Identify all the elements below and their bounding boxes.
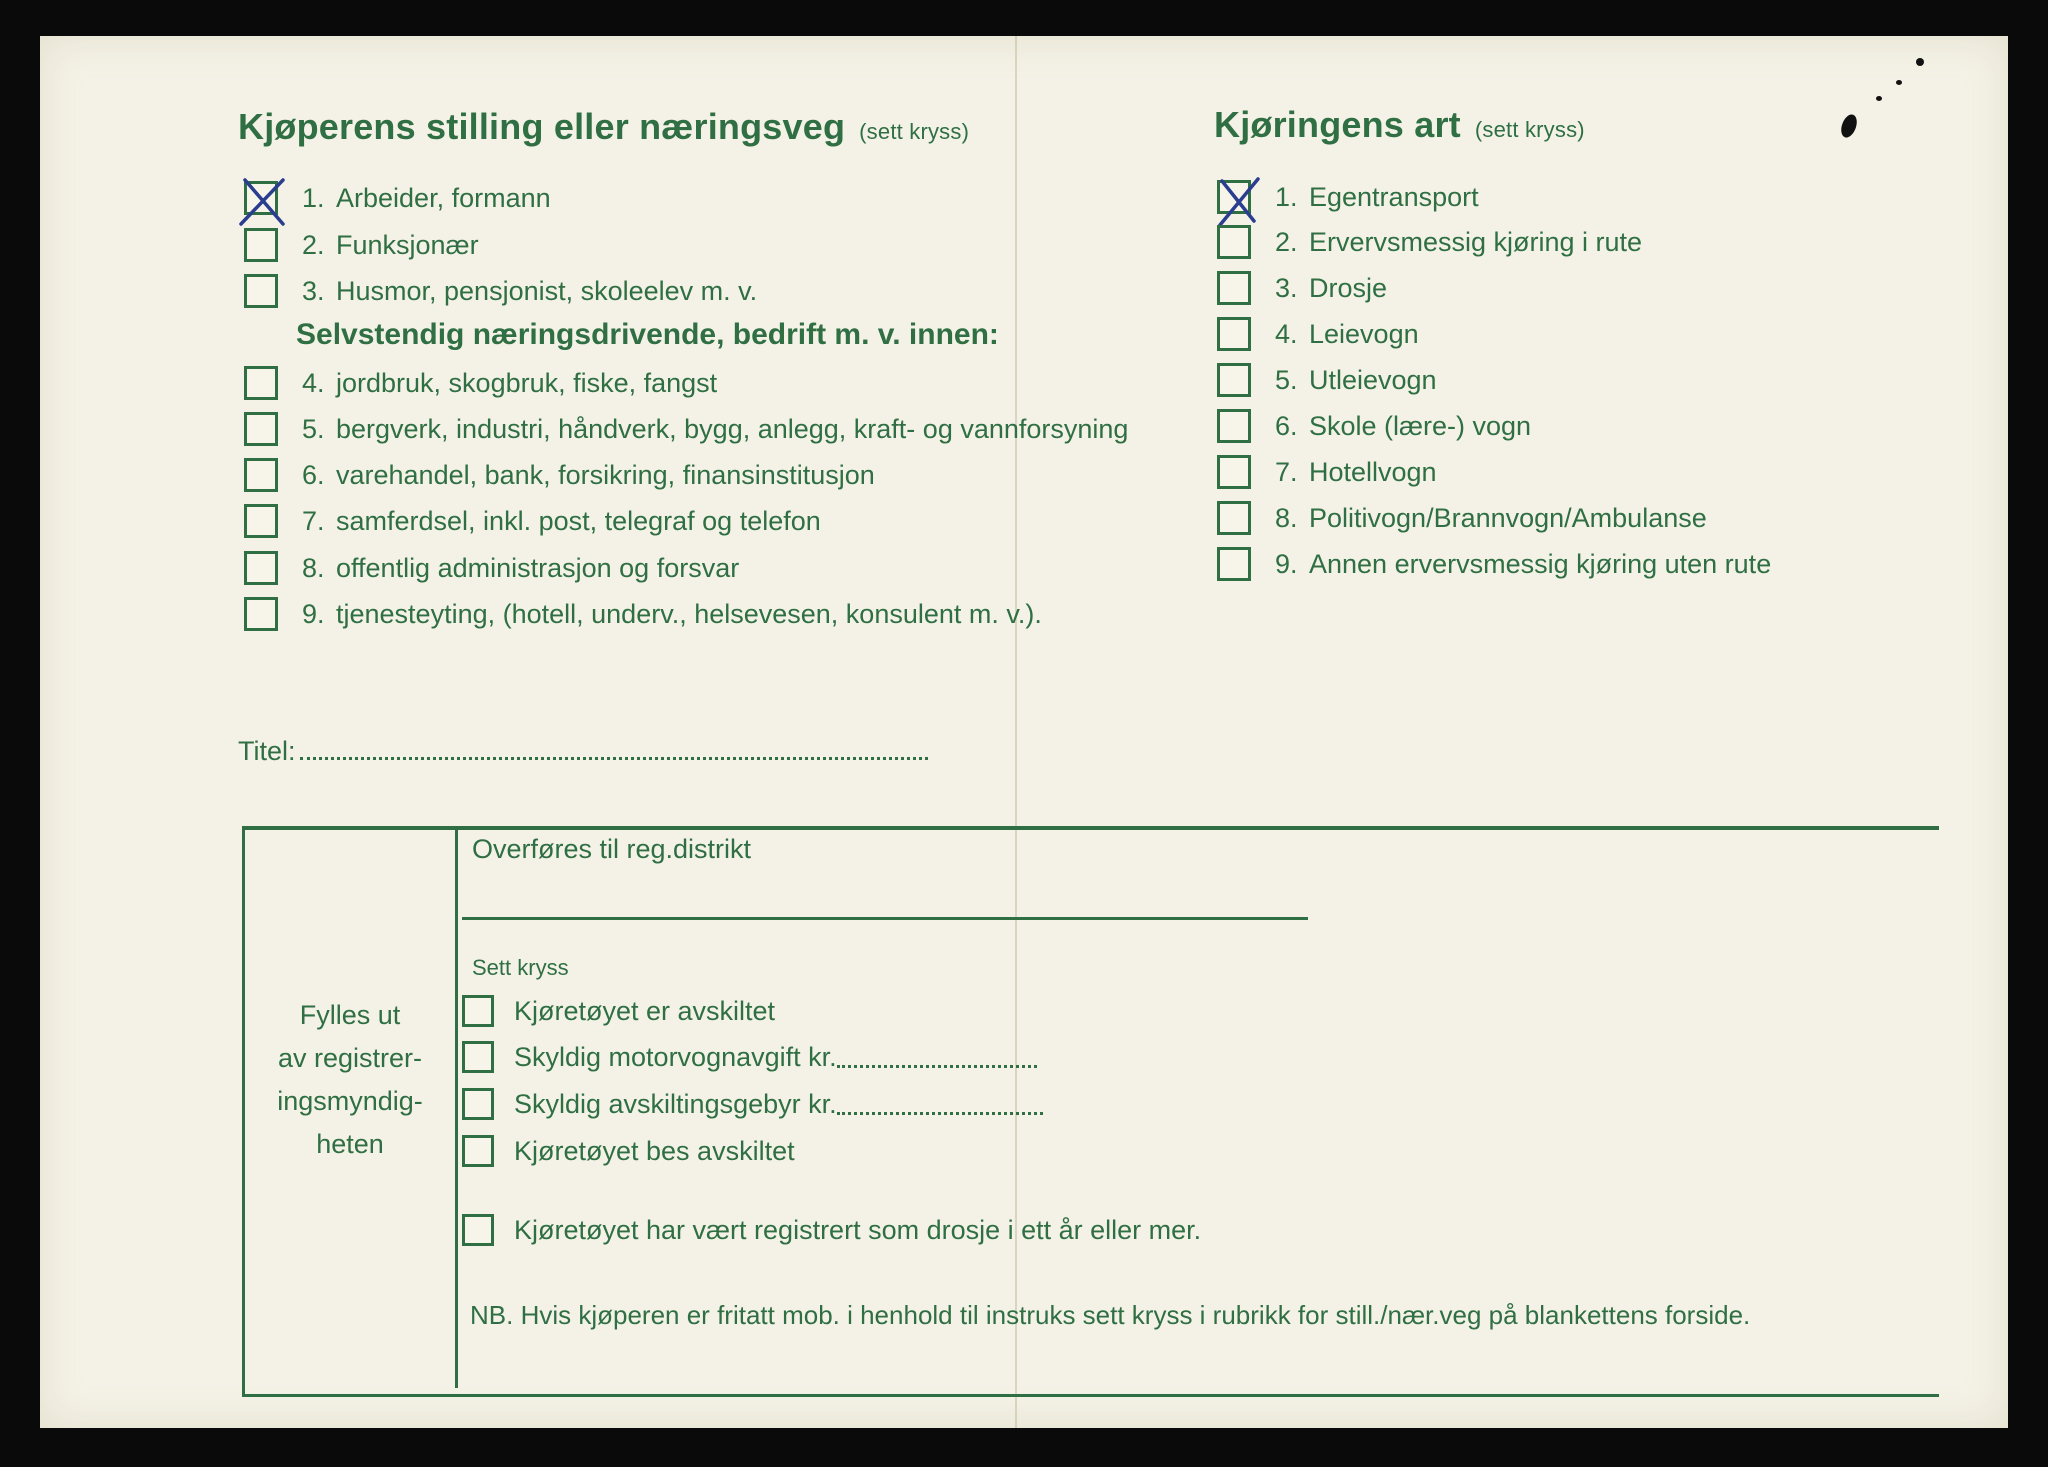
driving-option-1[interactable] [1217, 177, 1479, 217]
option-label: offentlig administrasjon og forsvar [336, 552, 740, 583]
check-note: Sett kryss [472, 955, 569, 980]
left-heading-text: Kjøperens stilling eller næringsveg [238, 106, 846, 147]
side-label-line: heten [316, 1129, 384, 1159]
checkbox-driving-1[interactable] [1217, 180, 1251, 214]
buyer-option-3[interactable] [244, 271, 757, 311]
option-label: Husmor, pensjonist, skoleelev m. v. [336, 275, 758, 306]
checkbox-buyer-1[interactable] [244, 181, 278, 215]
motor-fee-amount-line[interactable] [837, 1047, 1037, 1068]
option-label: Hotellvogn [1309, 456, 1437, 487]
option-number: 4. [1275, 318, 1298, 349]
option-number: 9. [1275, 548, 1298, 579]
option-number: 3. [1275, 272, 1298, 303]
option-number: 7. [302, 505, 325, 536]
pen-cross-mark-icon [1210, 173, 1266, 229]
option-number: 6. [302, 459, 325, 490]
option-number: 1. [1275, 181, 1298, 212]
option-number: 4. [302, 367, 325, 398]
checkbox-driving-5[interactable] [1217, 363, 1251, 397]
option-label: tjenesteyting, (hotell, underv., helsevesen, konsulent m. v.). [336, 598, 1042, 629]
buyer-option-2[interactable] [244, 225, 479, 265]
checkbox-driving-9[interactable] [1217, 547, 1251, 581]
option-label: Egentransport [1309, 181, 1479, 212]
option-number: 9. [302, 598, 325, 629]
driving-option-7[interactable] [1217, 452, 1437, 492]
driving-option-8[interactable] [1217, 498, 1707, 538]
option-label: Skyldig avskiltingsgebyr kr. [514, 1088, 837, 1119]
checkbox-driving-3[interactable] [1217, 271, 1251, 305]
checkbox-registry-4[interactable] [462, 1135, 494, 1167]
checkbox-registry-drosje[interactable] [462, 1214, 494, 1246]
registry-option-deregistered[interactable] [462, 992, 775, 1030]
option-number: 6. [1275, 410, 1298, 441]
transfer-district-label: Overføres til reg.distrikt [472, 834, 752, 864]
pen-cross-mark-icon [237, 174, 293, 230]
checkbox-registry-2[interactable] [462, 1041, 494, 1073]
side-label-line: av registrer- [277, 1043, 423, 1073]
checkbox-buyer-4[interactable] [244, 366, 278, 400]
driving-option-9[interactable] [1217, 544, 1771, 584]
checkbox-buyer-5[interactable] [244, 412, 278, 446]
checkbox-driving-7[interactable] [1217, 455, 1251, 489]
ink-speck [1876, 96, 1882, 101]
option-number: 3. [302, 275, 325, 306]
option-label: Arbeider, formann [336, 182, 551, 213]
checkbox-registry-3[interactable] [462, 1088, 494, 1120]
buyer-option-5[interactable] [244, 409, 1128, 449]
titel-field[interactable] [238, 736, 928, 767]
checkbox-buyer-3[interactable] [244, 274, 278, 308]
option-label: Leievogn [1309, 318, 1419, 349]
option-label: Ervervsmessig kjøring i rute [1309, 226, 1643, 257]
registry-side-label [250, 994, 450, 1166]
right-heading-text: Kjøringens art [1214, 104, 1461, 145]
checkbox-buyer-7[interactable] [244, 504, 278, 538]
checkbox-driving-8[interactable] [1217, 501, 1251, 535]
option-label: jordbruk, skogbruk, fiske, fangst [336, 367, 718, 398]
driving-option-6[interactable] [1217, 406, 1531, 446]
ink-speck [1916, 58, 1924, 66]
transfer-district-line[interactable] [462, 917, 1308, 920]
buyer-option-7[interactable] [244, 501, 821, 541]
option-number: 7. [1275, 456, 1298, 487]
side-label-line: Fylles ut [299, 1000, 401, 1030]
checkbox-buyer-6[interactable] [244, 458, 278, 492]
option-label: Kjøretøyet er avskiltet [514, 995, 776, 1026]
left-heading [238, 106, 969, 148]
option-number: 8. [302, 552, 325, 583]
buyer-option-8[interactable] [244, 548, 739, 588]
option-label: Skyldig motorvognavgift kr. [514, 1041, 837, 1072]
nb-note: NB. Hvis kjøperen er fritatt mob. i henhold til instruks sett kryss i rubrikk for still./nær.veg på blankettens forside. [470, 1300, 1751, 1330]
buyer-option-9[interactable] [244, 594, 1042, 634]
checkbox-buyer-2[interactable] [244, 228, 278, 262]
option-number: 5. [302, 413, 325, 444]
buyer-option-4[interactable] [244, 363, 717, 403]
registry-option-motor-fee[interactable] [462, 1038, 1037, 1076]
right-heading [1214, 104, 1585, 146]
checkbox-driving-2[interactable] [1217, 225, 1251, 259]
option-label: Funksjonær [336, 229, 479, 260]
driving-option-5[interactable] [1217, 360, 1437, 400]
option-number: 5. [1275, 364, 1298, 395]
driving-option-2[interactable] [1217, 222, 1642, 262]
option-label: Annen ervervsmessig kjøring uten rute [1309, 548, 1772, 579]
checkbox-driving-6[interactable] [1217, 409, 1251, 443]
registry-option-request-deregister[interactable] [462, 1132, 795, 1170]
option-label: Kjøretøyet bes avskiltet [514, 1135, 795, 1166]
option-label: Utleievogn [1309, 364, 1437, 395]
driving-option-4[interactable] [1217, 314, 1419, 354]
option-label: bergverk, industri, håndverk, bygg, anlegg, kraft- og vannforsyning [336, 413, 1129, 444]
checkbox-registry-1[interactable] [462, 995, 494, 1027]
option-label: Skole (lære-) vogn [1309, 410, 1532, 441]
titel-dotted-line[interactable] [300, 737, 928, 760]
self-employed-subheading: Selvstendig næringsdrivende, bedrift m. v. innen: [296, 318, 999, 351]
registry-option-plate-fee[interactable] [462, 1085, 1043, 1123]
registry-box-divider [455, 830, 458, 1388]
checkbox-buyer-8[interactable] [244, 551, 278, 585]
option-number: 8. [1275, 502, 1298, 533]
titel-label: Titel: [238, 736, 296, 766]
ink-speck [1896, 80, 1902, 85]
option-number: 2. [1275, 226, 1298, 257]
right-heading-note: (sett kryss) [1474, 117, 1585, 142]
option-label: Politivogn/Brannvogn/Ambulanse [1309, 502, 1707, 533]
side-label-line: ingsmyndig- [277, 1086, 423, 1116]
buyer-option-1[interactable] [244, 178, 551, 218]
checkbox-buyer-9[interactable] [244, 597, 278, 631]
option-label: samferdsel, inkl. post, telegraf og telefon [336, 505, 821, 536]
option-label: Kjøretøyet har vært registrert som drosje i ett år eller mer. [514, 1214, 1202, 1245]
option-label: varehandel, bank, forsikring, finansinstitusjon [336, 459, 875, 490]
checkbox-driving-4[interactable] [1217, 317, 1251, 351]
driving-option-3[interactable] [1217, 268, 1387, 308]
left-heading-note: (sett kryss) [859, 119, 970, 144]
option-label: Drosje [1309, 272, 1388, 303]
registry-option-drosje[interactable] [462, 1211, 1201, 1249]
option-number: 2. [302, 229, 325, 260]
plate-fee-amount-line[interactable] [837, 1094, 1043, 1115]
option-number: 1. [302, 182, 325, 213]
buyer-option-6[interactable] [244, 455, 875, 495]
